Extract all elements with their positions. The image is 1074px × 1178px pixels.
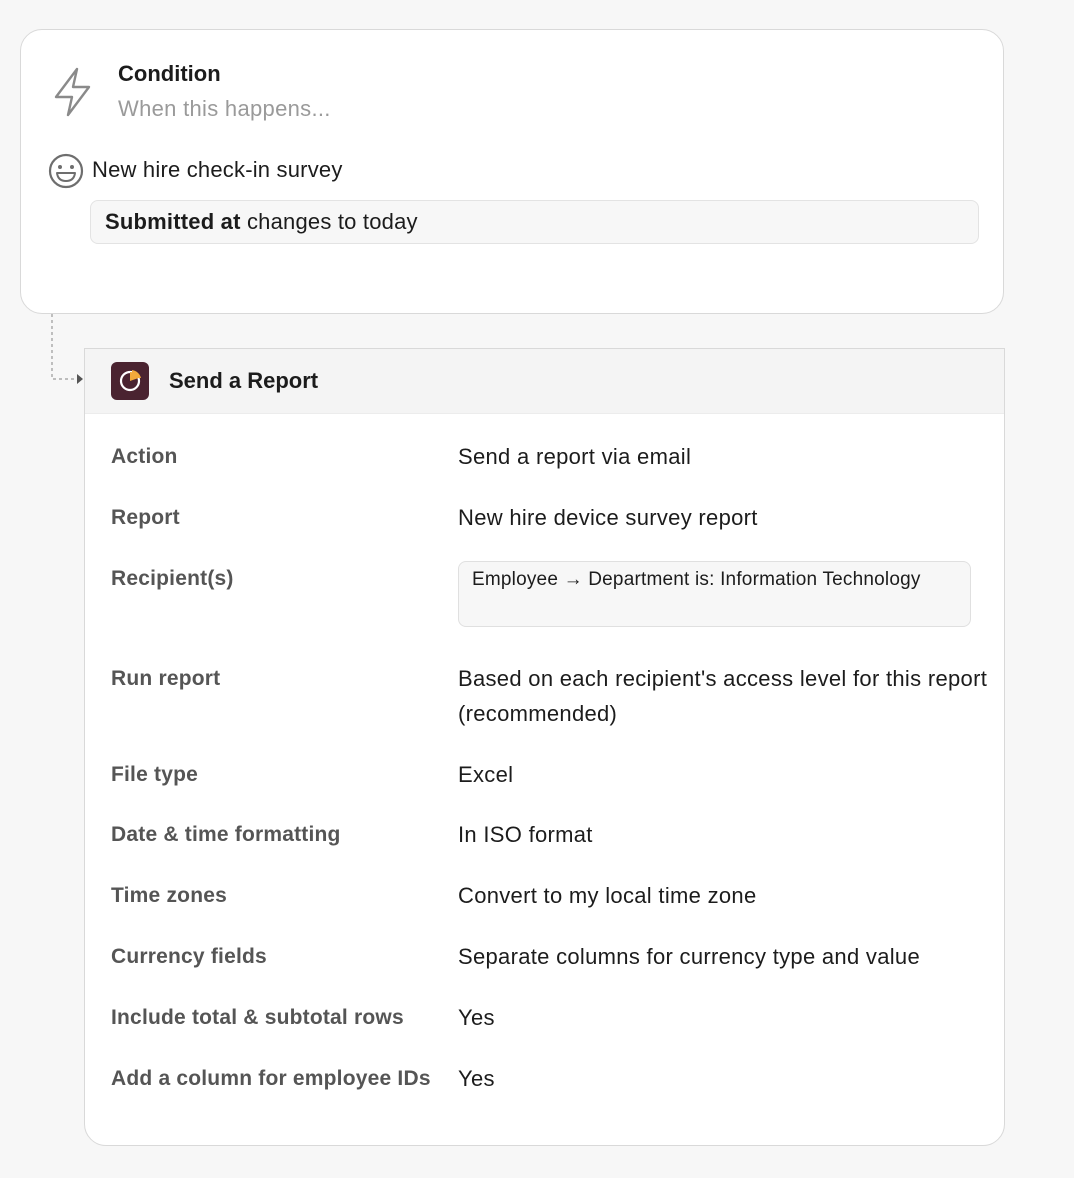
detail-value: Convert to my local time zone	[458, 883, 757, 908]
rule-predicate: changes to today	[246, 209, 418, 234]
detail-label: Include total & subtotal rows	[111, 1006, 404, 1029]
detail-label: Action	[111, 445, 178, 468]
detail-value: In ISO format	[458, 822, 593, 847]
detail-label: Currency fields	[111, 945, 267, 968]
lightning-bolt-icon	[51, 66, 95, 118]
detail-value: Yes	[458, 1066, 495, 1091]
action-header	[85, 349, 1004, 414]
report-app-icon	[111, 362, 149, 400]
detail-value: Yes	[458, 1005, 495, 1030]
detail-value: Excel	[458, 762, 514, 787]
smiley-face-icon	[48, 153, 84, 189]
detail-label: Run report	[111, 667, 221, 690]
detail-value: Separate columns for currency type and value	[458, 944, 920, 969]
condition-subtitle: When this happens...	[118, 96, 331, 121]
condition-rule[interactable]	[90, 200, 979, 244]
survey-name[interactable]: New hire check-in survey	[92, 157, 343, 182]
recipient-filter[interactable]: Employee → Department is: Information Technology	[458, 561, 971, 627]
condition-title: Condition	[118, 61, 221, 86]
detail-label: Date & time formatting	[111, 823, 341, 846]
detail-label: Recipient(s)	[111, 567, 234, 590]
action-card[interactable]	[84, 348, 1005, 1146]
action-title: Send a Report	[169, 368, 319, 393]
detail-value: Send a report via email	[458, 444, 692, 469]
detail-value: Based on each recipient's access level for this report (recommended)	[458, 666, 988, 726]
detail-label: Report	[111, 506, 180, 529]
detail-label: Add a column for employee IDs	[111, 1067, 431, 1090]
detail-label: File type	[111, 763, 198, 786]
detail-value[interactable]: New hire device survey report	[458, 505, 758, 530]
detail-label: Time zones	[111, 884, 227, 907]
condition-card[interactable]	[20, 29, 1004, 314]
rule-field: Submitted at	[105, 209, 241, 234]
